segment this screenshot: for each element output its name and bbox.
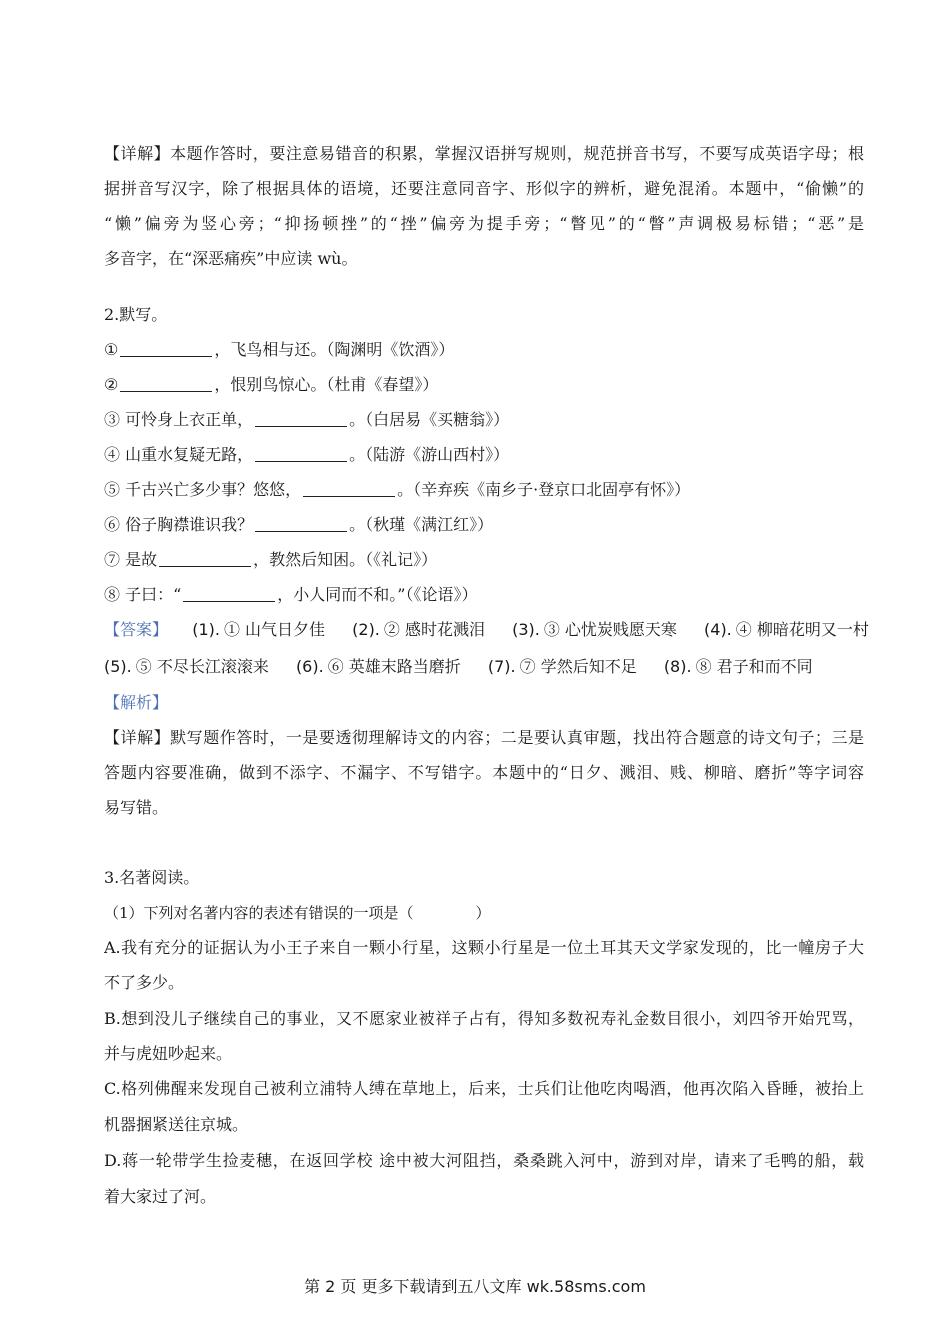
detail1-line-4: 多音字，在“深恶痛疾”中应读 wù。 [104, 249, 358, 268]
answer-item: (5). ⑤ 不尽长江滚滚来 [104, 657, 269, 676]
answer-label: 【答案】 [104, 620, 169, 639]
fill-blank[interactable] [120, 340, 212, 357]
q2-answers-row-1 [104, 619, 869, 641]
answer-item: (7). ⑦ 学然后知不足 [487, 657, 637, 676]
q3-sub1: （1）下列对名著内容的表述有错误的一项是（ ） [104, 904, 491, 922]
q2-item-3: ③ 可怜身上衣正单， 。（白居易《买糖翁》） [104, 410, 510, 429]
fill-blank[interactable] [255, 410, 347, 427]
q3-option-c-line-1: C.格列佛醒来发现自己被利立浦特人缚在草地上，后来，士兵们让他吃肉喝酒，他再次陷入昏睡，被抬上 [104, 1079, 864, 1098]
q3-option-d-line-1: D.蒋一轮带学生捡麦穗，在返回学校 途中被大河阻挡，桑桑跳入河中，游到对岸，请来了毛鸭的船，载 [104, 1151, 864, 1170]
q2-item-8: ⑧ 子曰：“ ，小人同而不和。”（《论语》） [104, 585, 478, 604]
answer-item: (8). ⑧ 君子和而不同 [663, 657, 813, 676]
q2-item-7: ⑦ 是故 ，教然后知困。（《礼记》） [104, 550, 438, 569]
fill-blank[interactable] [303, 480, 395, 497]
answer-item: (6). ⑥ 英雄末路当磨折 [295, 657, 461, 676]
q3-option-d-line-2: 着大家过了河。 [104, 1187, 217, 1206]
fill-blank[interactable] [159, 550, 251, 567]
detail1-line-2: 据拼音写汉字，除了根据具体的语境，还要注意同音字、形似字的辨析，避免混淆。本题中，“偷懒”的 [104, 179, 864, 198]
answer-item: (4). ④ 柳暗花明又一村 [704, 620, 869, 639]
q2-detail-line-3: 易写错。 [104, 798, 169, 817]
q2-detail-line-1: 【详解】默写题作答时，一是要透彻理解诗文的内容；二是要认真审题，找出符合题意的诗文句子；三是 [104, 728, 864, 747]
q2-item-4: ④ 山重水复疑无路， 。（陆游《游山西村》） [104, 445, 510, 464]
q3-option-a-line-2: 不了多少。 [104, 973, 185, 992]
q3-option-b-line-2: 并与虎妞吵起来。 [104, 1044, 233, 1063]
q2-title: 2.默写。 [104, 305, 168, 324]
q2-item-2: ② ，恨别鸟惊心。（杜甫《春望》） [104, 375, 439, 394]
answer-item: (2). ② 感时花溅泪 [352, 620, 485, 639]
fill-blank[interactable] [255, 515, 347, 532]
page-footer: 第 2 页 更多下载请到五八文库 wk.58sms.com [304, 1277, 646, 1296]
answer-item: (1). ① 山气日夕佳 [192, 620, 326, 639]
q2-item-1: ① ，飞鸟相与还。（陶渊明《饮酒》） [104, 340, 455, 359]
detail1-line-3: “懒”偏旁为竖心旁；“抑扬顿挫”的“挫”偏旁为提手旁；“瞥见”的“瞥”声调极易标错；“恶”是 [104, 214, 864, 233]
q2-detail-line-2: 答题内容要准确，做到不添字、不漏字、不写错字。本题中的“日夕、溅泪、贱、柳暗、磨折”等字词容 [104, 763, 864, 782]
q3-option-a-line-1: A.我有充分的证据认为小王子来自一颗小行星，这颗小行星是一位土耳其天文学家发现的，比一幢房子大 [104, 938, 864, 957]
analysis-label: 【解析】 [104, 693, 169, 712]
q3-title: 3.名著阅读。 [104, 868, 200, 887]
fill-blank[interactable] [255, 445, 347, 462]
q3-option-b-line-1: B.想到没儿子继续自己的事业，又不愿家业被祥子占有，得知多数祝寿礼金数目很小，刘四爷开始咒骂， [104, 1009, 864, 1028]
fill-blank[interactable] [120, 375, 212, 392]
fill-blank[interactable] [183, 585, 275, 602]
detail1-line-1: 【详解】本题作答时，要注意易错音的积累，掌握汉语拼写规则，规范拼音书写，不要写成英语字母；根 [104, 144, 864, 163]
answer-item: (3). ③ 心忧炭贱愿天寒 [512, 620, 677, 639]
q2-item-6: ⑥ 俗子胸襟谁识我？ 。（秋瑾《满江红》） [104, 515, 494, 534]
q2-item-5: ⑤ 千古兴亡多少事？悠悠， 。（辛弃疾《南乡子·登京口北固亭有怀》） [104, 480, 691, 499]
q2-answers-row-2 [104, 656, 864, 678]
q3-option-c-line-2: 机器捆紧送往京城。 [104, 1115, 249, 1134]
